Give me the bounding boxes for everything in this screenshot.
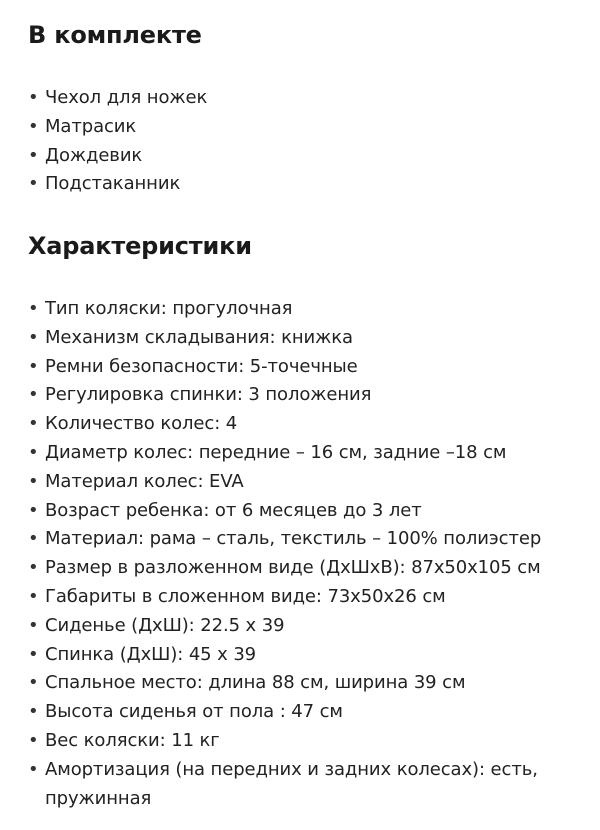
list-item bbox=[0, 669, 600, 698]
bullet-icon: • bbox=[28, 557, 39, 579]
list-item-text: Амортизация (на передних и задних колесах): есть, пружинная bbox=[45, 758, 538, 809]
bullet-icon: • bbox=[28, 701, 39, 723]
list-item-text: Размер в разложенном виде (ДхШхВ): 87х50х105 см bbox=[45, 557, 541, 579]
list-item-text: Диаметр колес: передние – 16 см, задние –18 см bbox=[45, 441, 507, 463]
list-item bbox=[0, 525, 600, 554]
list-item bbox=[0, 439, 600, 468]
bullet-icon: • bbox=[28, 413, 39, 435]
list-item bbox=[0, 583, 600, 612]
list-item bbox=[0, 727, 600, 756]
bullet-icon: • bbox=[28, 470, 39, 492]
list-item bbox=[0, 381, 600, 410]
bullet-icon: • bbox=[28, 614, 39, 636]
list-item bbox=[0, 410, 600, 439]
list-item-text: Материал колес: EVA bbox=[45, 470, 244, 492]
list-item-text: Возраст ребенка: от 6 месяцев до 3 лет bbox=[45, 499, 422, 521]
list-item bbox=[0, 170, 600, 199]
list-item bbox=[0, 641, 600, 670]
bullet-icon: • bbox=[28, 355, 39, 377]
list-item-text: Матрасик bbox=[45, 115, 137, 137]
list-item bbox=[0, 756, 600, 814]
list-item bbox=[0, 612, 600, 641]
list-item-text: Спальное место: длина 88 см, ширина 39 см bbox=[45, 672, 466, 694]
bullet-icon: • bbox=[28, 729, 39, 751]
list-item-text: Материал: рама – сталь, текстиль – 100% полиэстер bbox=[45, 528, 542, 550]
list-item-text: Ремни безопасности: 5-точечные bbox=[45, 355, 358, 377]
specs-section-title: Характеристики bbox=[28, 232, 252, 260]
bullet-icon: • bbox=[28, 87, 39, 108]
list-item bbox=[0, 142, 600, 171]
list-item-text: Подстаканник bbox=[45, 173, 181, 195]
bullet-icon: • bbox=[28, 115, 39, 137]
bullet-icon: • bbox=[28, 758, 39, 780]
bullet-icon: • bbox=[28, 528, 39, 550]
bullet-icon: • bbox=[28, 144, 39, 166]
bullet-icon: • bbox=[28, 298, 39, 319]
list-item-text: Регулировка спинки: 3 положения bbox=[45, 384, 372, 406]
list-item bbox=[0, 698, 600, 727]
list-item-text: Дождевик bbox=[45, 144, 143, 166]
bullet-icon: • bbox=[28, 441, 39, 463]
list-item-text: Количество колес: 4 bbox=[45, 413, 238, 435]
bullet-icon: • bbox=[28, 384, 39, 406]
bullet-icon: • bbox=[28, 643, 39, 665]
list-item bbox=[0, 554, 600, 583]
bullet-icon: • bbox=[28, 173, 39, 195]
list-item-text: Вес коляски: 11 кг bbox=[45, 729, 220, 751]
list-item bbox=[0, 295, 600, 324]
list-item bbox=[0, 497, 600, 526]
kit-list bbox=[0, 84, 600, 199]
list-item bbox=[0, 353, 600, 382]
list-item-text: Высота сиденья от пола : 47 см bbox=[45, 701, 343, 723]
list-item-text: Тип коляски: прогулочная bbox=[45, 298, 293, 319]
kit-section-title: В комплекте bbox=[28, 21, 202, 49]
list-item-text: Габариты в сложенном виде: 73х50х26 см bbox=[45, 585, 446, 607]
bullet-icon: • bbox=[28, 585, 39, 607]
list-item bbox=[0, 468, 600, 497]
specs-list bbox=[0, 295, 600, 813]
list-item-text: Спинка (ДхШ): 45 х 39 bbox=[45, 643, 257, 665]
list-item bbox=[0, 324, 600, 353]
list-item-text: Чехол для ножек bbox=[45, 87, 208, 108]
bullet-icon: • bbox=[28, 672, 39, 694]
list-item bbox=[0, 84, 600, 113]
list-item bbox=[0, 113, 600, 142]
bullet-icon: • bbox=[28, 499, 39, 521]
list-item-text: Механизм складывания: книжка bbox=[45, 326, 353, 348]
bullet-icon: • bbox=[28, 326, 39, 348]
list-item-text: Сиденье (ДхШ): 22.5 х 39 bbox=[45, 614, 285, 636]
